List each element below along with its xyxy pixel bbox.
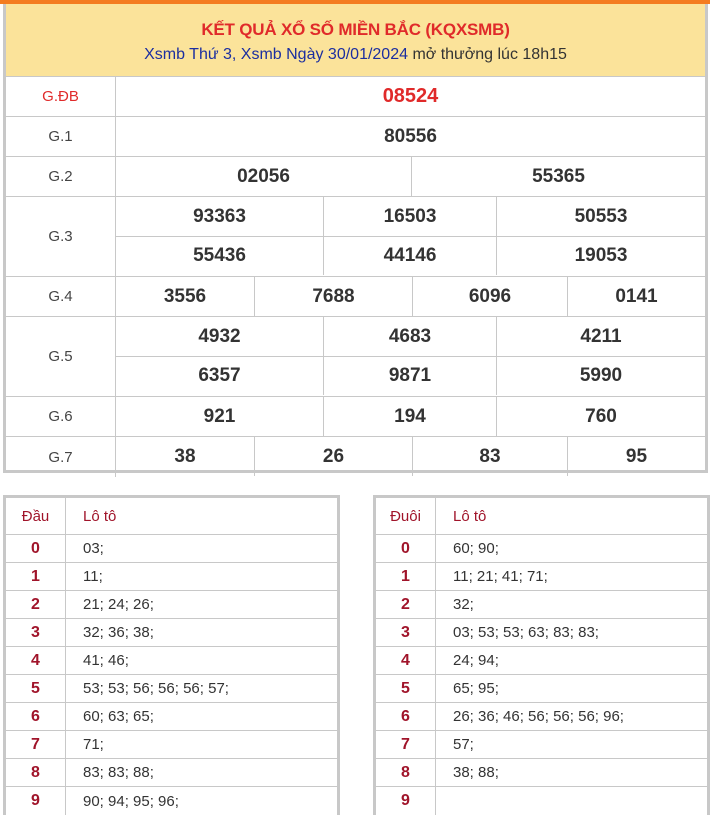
loto-row bbox=[6, 563, 337, 591]
loto-numbers: 32; bbox=[453, 596, 474, 613]
loto-row bbox=[6, 591, 337, 619]
results-title: KẾT QUẢ XỔ SỐ MIỀN BẮC (KQXSMB) bbox=[201, 20, 510, 39]
loto-row bbox=[376, 759, 707, 787]
prize-label: G.1 bbox=[6, 117, 116, 156]
prize-number: 95 bbox=[625, 445, 648, 467]
loto-row bbox=[6, 619, 337, 647]
col-header: Đầu bbox=[6, 498, 66, 534]
loto-numbers: 83; 83; 88; bbox=[83, 764, 154, 781]
loto-digit: 7 bbox=[6, 731, 66, 758]
loto-numbers: 60; 90; bbox=[453, 540, 499, 557]
loto-row bbox=[376, 787, 707, 815]
loto-digit: 8 bbox=[6, 759, 66, 786]
loto-numbers: 03; 53; 53; 63; 83; 83; bbox=[453, 624, 599, 641]
dau-loto-table bbox=[3, 495, 340, 815]
loto-numbers: 26; 36; 46; 56; 56; 56; 96; bbox=[453, 708, 624, 725]
prize-label: G.3 bbox=[6, 197, 116, 276]
loto-row bbox=[6, 647, 337, 675]
col-header: Lô tô bbox=[83, 507, 117, 525]
loto-row bbox=[376, 647, 707, 675]
prize-label: G.4 bbox=[6, 277, 116, 316]
prize-number: 16503 bbox=[324, 197, 497, 236]
prize-row bbox=[6, 317, 705, 397]
prize-label: G.ĐB bbox=[6, 77, 116, 116]
prize-number: 50553 bbox=[574, 205, 628, 227]
loto-row bbox=[376, 535, 707, 563]
loto-row bbox=[6, 759, 337, 787]
prize-row bbox=[6, 397, 705, 437]
loto-row bbox=[376, 563, 707, 591]
prize-number: 4932 bbox=[116, 317, 324, 356]
prize-number: 9871 bbox=[324, 357, 497, 395]
prize-number: 80556 bbox=[384, 125, 437, 147]
prize-number: 02056 bbox=[116, 157, 412, 196]
loto-row bbox=[6, 731, 337, 759]
loto-numbers bbox=[436, 787, 707, 815]
prize-row bbox=[6, 197, 705, 277]
prize-number: 6096 bbox=[413, 277, 568, 316]
prize-row bbox=[6, 77, 705, 117]
prize-number: 5990 bbox=[579, 365, 623, 386]
loto-row bbox=[376, 675, 707, 703]
loto-digit: 5 bbox=[376, 675, 436, 702]
col-header: Đuôi bbox=[376, 498, 436, 534]
prize-row bbox=[6, 157, 705, 197]
prize-row bbox=[6, 277, 705, 317]
loto-row bbox=[6, 787, 337, 815]
prize-number: 26 bbox=[255, 437, 413, 476]
loto-header-row bbox=[376, 498, 707, 535]
loto-digit: 3 bbox=[6, 619, 66, 646]
prize-number: 0141 bbox=[615, 285, 658, 307]
prize-label: G.2 bbox=[6, 157, 116, 196]
loto-numbers: 38; 88; bbox=[453, 764, 499, 781]
results-table bbox=[3, 4, 708, 473]
prize-number: 194 bbox=[324, 397, 497, 436]
loto-row bbox=[376, 703, 707, 731]
loto-digit: 9 bbox=[6, 787, 66, 815]
loto-row bbox=[6, 703, 337, 731]
loto-row bbox=[376, 619, 707, 647]
col-header: Lô tô bbox=[453, 507, 487, 525]
results-subtitle bbox=[6, 46, 705, 64]
loto-row bbox=[6, 535, 337, 563]
loto-numbers: 11; 21; 41; 71; bbox=[453, 568, 548, 585]
prize-number: 4211 bbox=[580, 325, 622, 347]
loto-numbers: 24; 94; bbox=[453, 652, 499, 669]
prize-label: G.5 bbox=[6, 317, 116, 396]
loto-digit: 2 bbox=[6, 591, 66, 618]
prize-number: 3556 bbox=[116, 277, 255, 316]
loto-numbers: 03; bbox=[83, 540, 104, 557]
loto-digit: 5 bbox=[6, 675, 66, 702]
date-link[interactable]: Xsmb Thứ 3, Xsmb Ngày 30/01/2024 bbox=[144, 46, 408, 63]
prize-number: 38 bbox=[116, 437, 255, 476]
prize-number: 83 bbox=[413, 437, 568, 476]
loto-digit: 6 bbox=[376, 703, 436, 730]
draw-time: mở thưởng lúc 18h15 bbox=[408, 46, 567, 63]
loto-digit: 0 bbox=[376, 535, 436, 562]
loto-numbers: 57; bbox=[453, 736, 474, 753]
loto-digit: 6 bbox=[6, 703, 66, 730]
loto-row bbox=[376, 591, 707, 619]
loto-numbers: 65; 95; bbox=[453, 680, 499, 697]
loto-numbers: 60; 63; 65; bbox=[83, 708, 154, 725]
prize-number: 6357 bbox=[116, 357, 324, 395]
results-header bbox=[6, 4, 705, 77]
loto-numbers: 11; bbox=[83, 568, 103, 585]
loto-digit: 4 bbox=[376, 647, 436, 674]
prize-number: 19053 bbox=[574, 245, 628, 266]
prize-number: 08524 bbox=[382, 85, 439, 107]
prize-number: 44146 bbox=[324, 237, 497, 275]
loto-digit: 1 bbox=[6, 563, 66, 590]
prize-row bbox=[6, 117, 705, 157]
loto-row bbox=[6, 675, 337, 703]
prize-number: 7688 bbox=[255, 277, 413, 316]
prize-number: 93363 bbox=[116, 197, 324, 236]
loto-numbers: 53; 53; 56; 56; 56; 57; bbox=[83, 680, 229, 697]
prize-number: 55365 bbox=[532, 165, 585, 187]
prize-number: 921 bbox=[116, 397, 324, 436]
loto-digit: 7 bbox=[376, 731, 436, 758]
loto-numbers: 90; 94; 95; 96; bbox=[83, 792, 179, 810]
prize-number: 4683 bbox=[324, 317, 497, 356]
loto-digit: 3 bbox=[376, 619, 436, 646]
loto-header-row bbox=[6, 498, 337, 535]
loto-digit: 9 bbox=[376, 787, 436, 815]
prize-label: G.7 bbox=[6, 437, 116, 477]
loto-row bbox=[376, 731, 707, 759]
prize-label: G.6 bbox=[6, 397, 116, 436]
loto-digit: 8 bbox=[376, 759, 436, 786]
loto-numbers: 21; 24; 26; bbox=[83, 596, 154, 613]
loto-numbers: 32; 36; 38; bbox=[83, 624, 154, 641]
loto-digit: 0 bbox=[6, 535, 66, 562]
duoi-loto-table bbox=[373, 495, 710, 815]
loto-numbers: 71; bbox=[83, 736, 104, 753]
loto-numbers: 41; 46; bbox=[83, 652, 129, 669]
prize-number: 760 bbox=[585, 405, 617, 427]
prize-row bbox=[6, 437, 705, 477]
loto-digit: 2 bbox=[376, 591, 436, 618]
loto-digit: 1 bbox=[376, 563, 436, 590]
loto-digit: 4 bbox=[6, 647, 66, 674]
prize-number: 55436 bbox=[116, 237, 324, 275]
